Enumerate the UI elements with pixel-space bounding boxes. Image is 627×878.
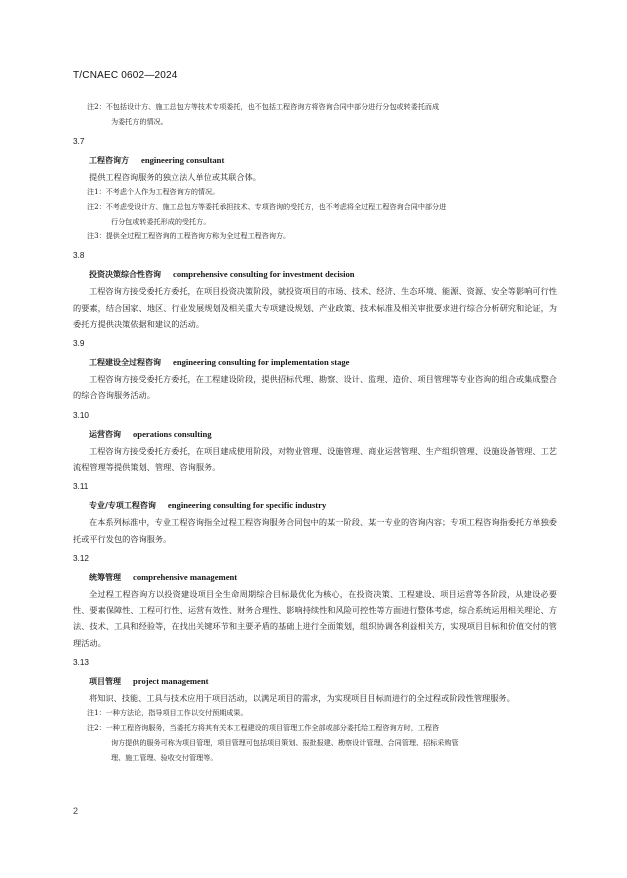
term-definition (73, 443, 557, 475)
term-heading (73, 152, 557, 169)
term-heading (73, 266, 557, 283)
note (73, 706, 557, 721)
clause-number: 3.10 (73, 410, 89, 420)
definition-line: 工程咨询方接受委托方委托，在项目投资决策阶段，就投资项目的市场、技术、经济、生态环境、能 (89, 286, 451, 297)
term-definition (73, 514, 557, 546)
page-number: 2 (73, 806, 79, 816)
term-chinese: 工程建设全过程咨询 (89, 358, 161, 367)
term-entry (73, 479, 557, 547)
definition-line: 要矛盾的基础上进行全面策划，组织协调各利益相关方，实现项目目标和价值交付的管理活动。 (73, 621, 557, 648)
note-label: 注3： (87, 231, 106, 241)
term-entry (73, 248, 557, 332)
definition-line: 提供工程咨询服务的独立法人单位或其联合体。 (89, 171, 261, 182)
definition-line: 工程咨询方接受委托方委托，在项目建成使用阶段，对物业管理、设施管理、商业运营管理、生产组 (89, 445, 451, 456)
note-text: 提供全过程工程咨询的工程咨询方称为全过程工程咨询方。 (105, 231, 291, 241)
definition-line: 在本系列标准中，专业工程咨询指全过程工程咨询服务合同包中的某一阶段、某一专业的咨询内 (89, 517, 434, 528)
document-body (73, 100, 557, 765)
clause-number: 3.9 (73, 339, 85, 348)
note-label: 注2： (87, 102, 106, 111)
term-english: engineering consulting for specific industry (167, 500, 327, 511)
term-chinese: 项目管理 (89, 676, 121, 686)
definition-line: 阶段性管理服务。 (449, 693, 515, 704)
term-heading (73, 497, 557, 514)
definition-line: 可控性等方面进行整体考虑，综合系统运用相关理论、方法、技术、工具和经验等，在找出关键环节和主 (73, 605, 557, 632)
term-chinese: 投资决策综合性咨询 (89, 270, 161, 280)
note-label: 注1： (87, 187, 106, 196)
definition-line: 专业咨询的组合或集成整合的综合咨询服务活动。 (73, 374, 557, 401)
note-text: 一种方法论，指导项目工作以交付预期成果。 (105, 708, 248, 718)
note-text: 不考虑个人作为工程咨询方的情况。 (105, 187, 220, 196)
note (73, 185, 557, 200)
term-heading (73, 673, 557, 690)
term-entry (73, 551, 557, 651)
term-definition (73, 371, 557, 403)
term-chinese: 工程咨询方 (89, 155, 129, 165)
term-definition (73, 690, 557, 706)
clause-number: 3.12 (73, 553, 89, 563)
note-text: 行分包或转委托形成的受托方。 (111, 216, 211, 226)
note-text: 一种工程咨询服务，当委托方将其有关本工程建设的项目管理工作全部或部分委托给工程咨询方时，工程咨 (105, 723, 440, 733)
term-definition (73, 283, 557, 332)
definition-line: 策、技术标准及相关审批要求进行综合分析研究和论证，为委托方提供决策依据和建议的活动。 (73, 302, 557, 329)
clause-number: 3.8 (73, 251, 85, 261)
term-definition (73, 169, 557, 185)
note (73, 229, 557, 244)
note-text: 为委托方的情况。 (111, 116, 168, 126)
note (73, 100, 557, 130)
note-text: 不包括设计方、施工总包方等技术专项委托，也不包括工程咨询方将咨询合同中部分进行分包或转委托而成 (105, 102, 440, 111)
term-entry (73, 336, 557, 404)
terms-list (73, 134, 557, 766)
definition-line: 工程咨询方接受委托方委托，在工程建设阶段，提供招标代理、勘察、设计、监理、造价、项目管理等 (89, 374, 459, 385)
term-entry (73, 655, 557, 766)
definition-line: 源、资源、安全等影响可行性的要素，结合国家、地区、行业发展规划及相关重大专项建设规划、产业政 (73, 286, 557, 313)
term-definition (73, 586, 557, 651)
note-label: 注2： (87, 723, 106, 733)
definition-line: 全过程工程咨询方以投资建设项目全生命周期综合目标最优化为核心，在投资决策、工程建设、项 (89, 589, 449, 600)
note-text: 不考虑受设计方、施工总包方等委托承担技术、专项咨询的受托方，也不考虑将全过程工程咨询合同中部分进 (105, 201, 447, 211)
term-heading (73, 426, 557, 443)
note-label: 注2： (87, 201, 106, 211)
term-english: engineering consultant (141, 154, 225, 165)
term-entry (73, 408, 557, 476)
note-label: 注1： (87, 708, 106, 718)
term-chinese: 统筹管理 (89, 572, 121, 582)
clause-number: 3.11 (73, 482, 89, 492)
term-heading (73, 569, 557, 586)
definition-line: 织管理、设施设备管理、工艺流程管理等提供策划、管理、咨询服务。 (73, 445, 557, 473)
term-chinese: 专业/专项工程咨询 (89, 501, 156, 511)
term-english: engineering consulting for implementation stage (173, 357, 350, 367)
term-heading (73, 354, 557, 371)
definition-line: 将知识、技能、工具与技术应用于项目活动，以满足项目的需求，为实现项目目标而进行的全过程或 (89, 693, 450, 704)
term-english: project management (133, 675, 209, 686)
term-entry (73, 134, 557, 245)
term-english: comprehensive consulting for investment decision (173, 269, 355, 280)
term-english: operations consulting (133, 428, 212, 439)
note-text: 理、施工管理、验收交付管理等。 (111, 752, 218, 762)
term-chinese: 运营咨询 (89, 429, 121, 439)
definition-line: 容；专项工程咨询指委托方单独委托或平行发包的咨询服务。 (73, 517, 557, 544)
definition-line: 目运营等各阶段，从建设必要性、要素保障性、工程可行性、运营有效性、财务合理性、影响持续性和风险 (73, 589, 557, 616)
clause-number: 3.7 (73, 136, 85, 146)
note (73, 200, 557, 230)
term-english: comprehensive management (133, 571, 238, 582)
document-code-header: T/CNAEC 0602—2024 (73, 70, 178, 81)
note (73, 721, 557, 765)
clause-number: 3.13 (73, 657, 89, 667)
note-text: 询方提供的服务可称为项目管理，项目管理可包括项目策划、报批报建、勘察设计管理、合同管理、招标采购管 (111, 737, 459, 747)
